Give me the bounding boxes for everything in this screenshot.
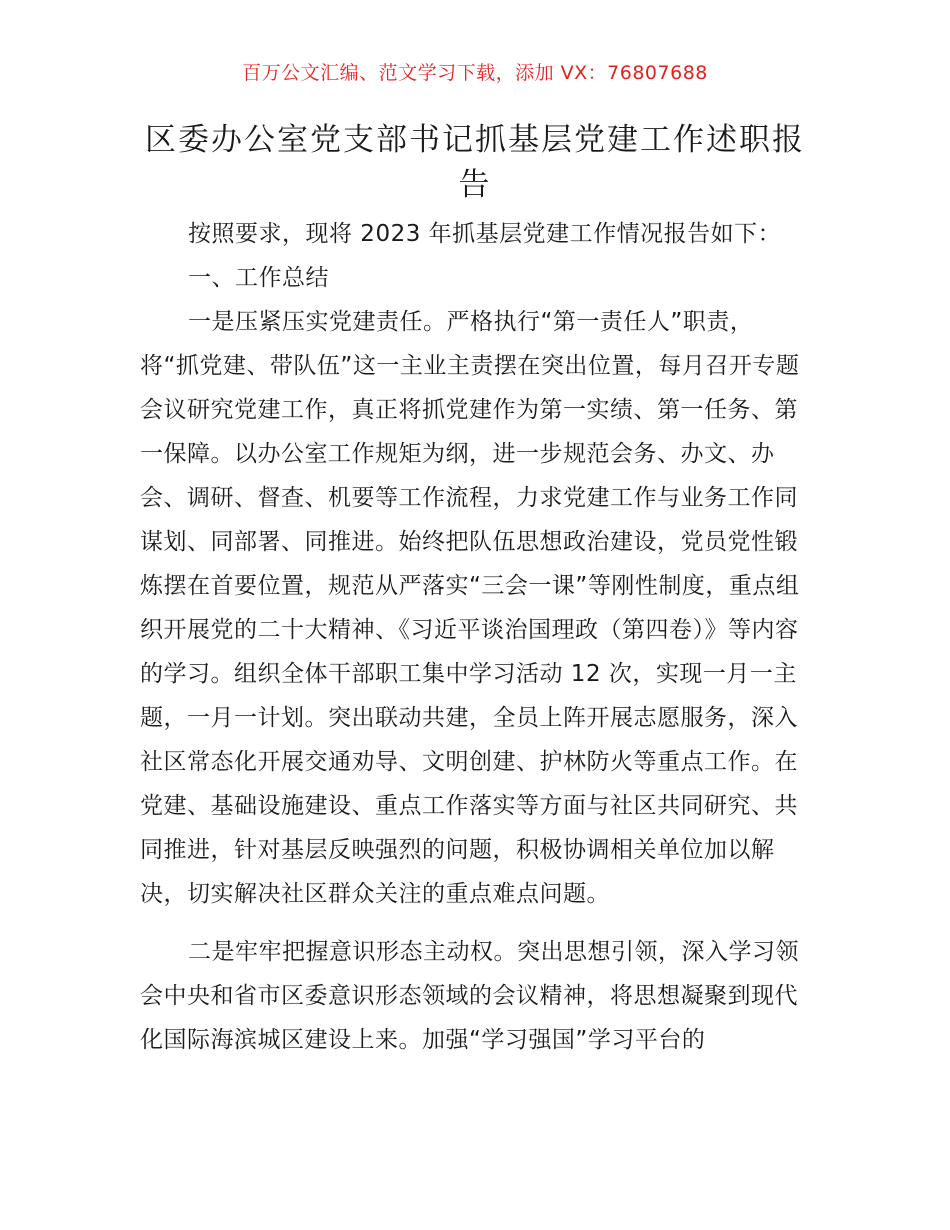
paragraph-1: 一是压紧压实党建责任。严格执行“第一责任人”职责，将“抓党建、带队伍”这一主业主责摆在突出位置，每月召开专题会议研究党建工作，真正将抓党建作为第一实绩、第一任务、第一保障。以办公室工作规矩为纲，进一步规范会务、办文、办会、调研、督查、机要等工作流程，力求党建工作与业务工作同谋划、同部署、同推进。始终把队伍思想政治建设，党员党性锻炼摆在首要位置，规范从严落实“三会一课”等刚性制度，重点组织开展党的二十大精神、《习近平谈治国理政（第四卷）》等内容的学习。组织全体干部职工集中学习活动 12 次，实现一月一主题，一月一计划。突出联动共建，全员上阵开展志愿服务，深入社区常态化开展交通劝导、文明创建、护林防火等重点工作。在党建、基础设施建设、重点工作落实等方面与社区共同研究、共同推进，针对基层反映强烈的问题，积极协调相关单位加以解决，切实解决社区群众关注的重点难点问题。 [140,309,800,907]
paragraph-2: 二是牢牢把握意识形态主动权。突出思想引领，深入学习领会中央和省市区委意识形态领域的会议精神，将思想凝聚到现代化国际海滨城区建设上来。加强“学习强国”学习平台的 [140,939,799,1053]
intro-paragraph: 按照要求，现将 2023 年抓基层党建工作情况报告如下： [188,221,782,247]
document-title: 区委办公室党支部书记抓基层党建工作述职报告 [145,122,805,203]
section-heading: 一、工作总结 [188,265,329,291]
watermark-text: 百万公文汇编、范文学习下载，添加 VX：76807688 [242,62,708,84]
document-body [140,212,810,1062]
